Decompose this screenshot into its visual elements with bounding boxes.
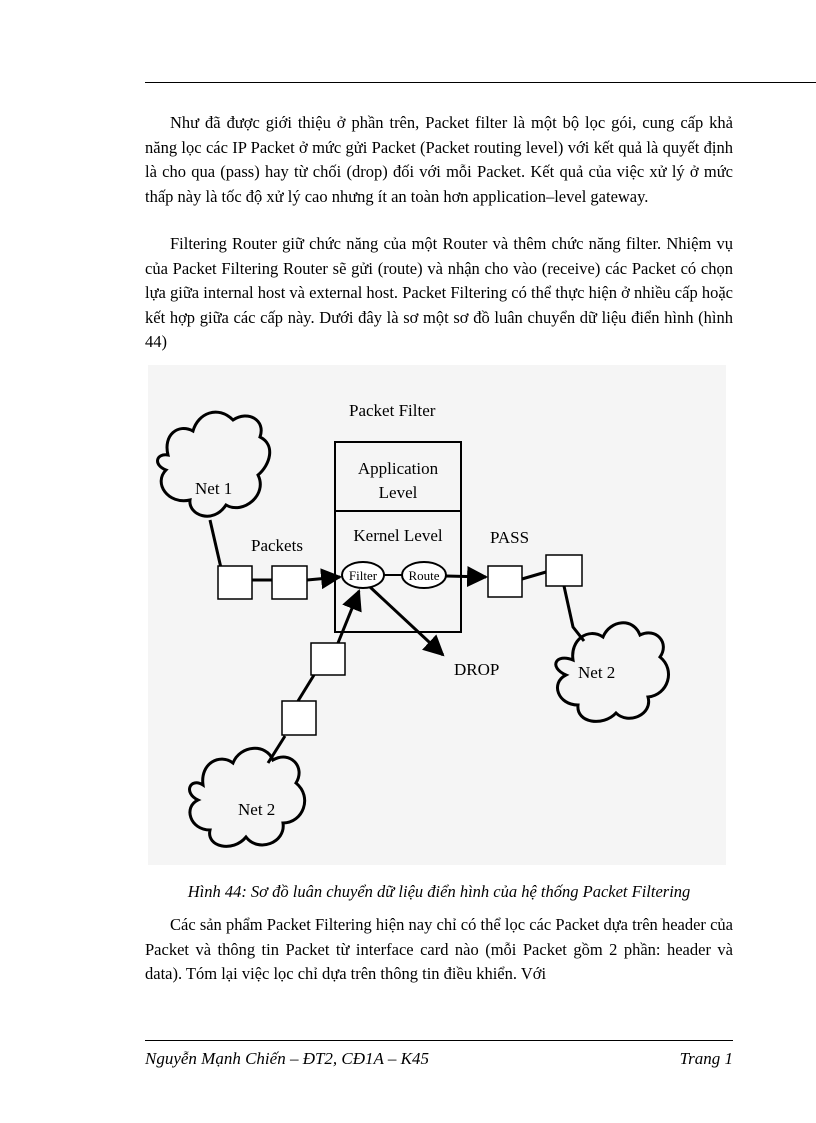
route-to-pass-arrow: [446, 576, 486, 577]
packet-box-1: [218, 566, 252, 599]
net1-cloud: [158, 412, 270, 516]
net2-bottom-cloud: [190, 748, 305, 846]
net1-label: Net 1: [195, 479, 233, 498]
packets-label: Packets: [251, 536, 303, 555]
application-label: Application: [357, 459, 439, 478]
net1-link: [210, 520, 221, 568]
paragraph-3: Các sản phẩm Packet Filtering hiện nay chỉ có thể lọc các Packet dựa trên header của Packet và thông tin Packet từ interface card nào (mỗi Packet gồm 2 phần: header và data). Tóm lại việc lọc chỉ dựa trên thông tin điều khiển. Với: [145, 915, 733, 983]
bottom-packet-link: [298, 675, 314, 701]
pass-link: [522, 572, 546, 579]
pass-to-net2-link: [564, 586, 584, 641]
level-label: Level: [378, 483, 418, 502]
route-label: Route: [408, 568, 440, 583]
packet-filter-diagram: [148, 365, 726, 865]
diagram-canvas: [148, 365, 726, 865]
drop-arrow: [370, 587, 443, 655]
net2-right-label: Net 2: [578, 663, 616, 682]
packet-filter-title: Packet Filter: [349, 401, 436, 420]
footer-rule: [145, 1040, 733, 1041]
paragraph-1: Như đã được giới thiệu ở phần trên, Packet filter là một bộ lọc gói, cung cấp khả năng lọc các IP Packet ở mức gửi Packet (Packet routing level) với kết quả là quyết định là cho qua (pass) hay từ chối (drop) đối với mỗi Packet. Kết quả của việc xử lý ở mức thấp này là tốc độ xử lý cao nhưng ít an toàn hơn application–level gateway.: [145, 113, 733, 206]
bottom-packet-box-1: [282, 701, 316, 735]
footer-page-number: Trang 1: [679, 1049, 733, 1068]
bottom-packet-box-2: [311, 643, 345, 675]
paragraph-2: Filtering Router giữ chức năng của một Router và thêm chức năng filter. Nhiệm vụ của Packet Filtering Router sẽ gửi (route) và nhận cho vào (receive) các Packet có chọn lựa giữa internal host và external host. Packet Filtering có thể thực hiện ở nhiều cấp hoặc kết hợp giữa các cấp này. Dưới đây là sơ một sơ đồ luân chuyển dữ liệu điển hình (hình 44): [145, 234, 733, 351]
header-rule: [145, 82, 816, 83]
filter-label: Filter: [348, 568, 378, 583]
bottom-to-filter-arrow: [338, 591, 359, 643]
figure-caption: Hình 44: Sơ đồ luân chuyển dữ liệu điển hình của hệ thống Packet Filtering: [187, 882, 691, 901]
kernel-level-label: Kernel Level: [353, 526, 443, 545]
footer-author: Nguyễn Mạnh Chiến – ĐT2, CĐ1A – K45: [145, 1049, 429, 1068]
drop-label: DROP: [454, 660, 500, 679]
pass-packet-box-2: [546, 555, 582, 586]
net2-bottom-label: Net 2: [238, 800, 276, 819]
pass-packet-box-1: [488, 566, 522, 597]
pass-label: PASS: [490, 528, 530, 547]
packet-box-2: [272, 566, 307, 599]
